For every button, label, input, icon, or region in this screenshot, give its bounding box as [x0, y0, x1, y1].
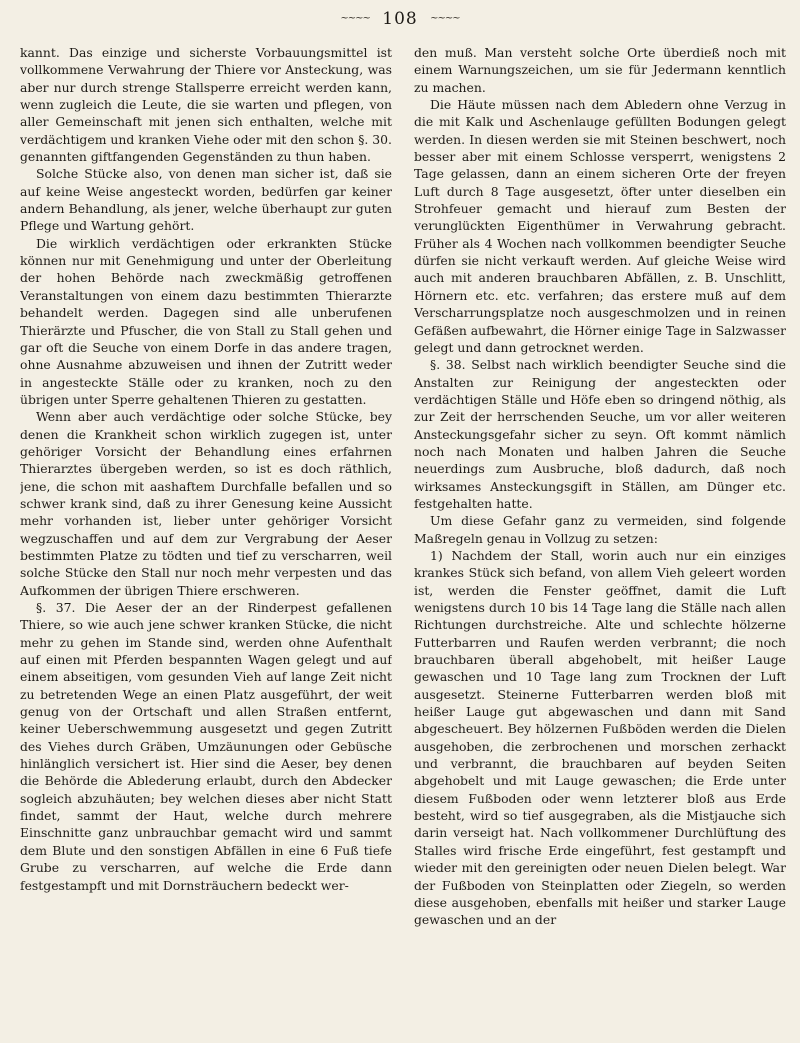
paragraph: Solche Stücke also, von denen man sicher ist, daß sie auf keine Weise angesteckt worden, bedürfen gar keiner andern Behandlung, als jener, welche überhaupt zur guten Pflege und Wartung gehört.: [20, 166, 392, 234]
ornament-left-icon: ~~~~: [340, 13, 370, 24]
paragraph: Um diese Gefahr ganz zu vermeiden, sind folgende Maßregeln genau in Vollzug zu setzen:: [414, 513, 786, 546]
paragraph: Die wirklich verdächtigen oder erkrankten Stücke können nur mit Genehmigung und unter der Oberleitung der hohen Behörde nach zweckmäßig getroffenen Veranstaltungen von einem dazu bestimmten Thierarzte behandelt werden. Dagegen sind alle unberufenen Thierärzte und Pfuscher, die von Stall zu Stall gehen und gar oft die Seuche von einem Dorfe in das andere tragen, ohne Ausnahme abzuweisen und ihnen der Zutritt weder in angesteckte Ställe oder zu kranken, noch zu den übrigen unter Sperre gehaltenen Thieren zu gestatten.: [20, 235, 392, 407]
list-item: 1) Nachdem der Stall, worin auch nur ein einziges krankes Stück sich befand, von allem Vieh geleert worden ist, werden die Fenster geöffnet, damit die Luft wenigstens durch 10 bis 14 Tage lang die Ställe nach allen Richtungen durchstreiche. Alte und schlechte hölzerne Futterbarren und Raufen werden verbrannt; die noch brauchbaren überall abgehobelt, mit heißer Lauge gewaschen und 10 Tage lang zum Trocknen der Luft ausgesetzt. Steinerne Futterbarren werden bloß mit heißer Lauge gut abgewaschen und dann mit Sand abgescheuert. Bey hölzernen Fußböden werden die Dielen ausgehoben, die zerbrochenen und morschen zerhackt und verbrannt, die brauchbaren auf beyden Seiten abgehobelt und mit Lauge gewaschen; die Erde unter diesem Fußboden oder wenn letzterer bloß aus Erde besteht, wird so tief ausgegraben, als die Mistjauche sich darin verseigt hat. Nach vollkommener Durchlüftung des Stalles wird frische Erde eingeführt, fest gestampft und wieder mit den gereinigten oder neuen Dielen belegt. War der Fußboden von Steinplatten oder Ziegeln, so werden diese ausgehoben, ebenfalls mit heißer und starker Lauge gewaschen und an der: [414, 547, 786, 928]
page-header: [0, 8, 800, 34]
right-column: [414, 44, 786, 1034]
paragraph: kannt. Das einzige und sicherste Vorbauungsmittel ist vollkommene Verwahrung der Thiere vor Ansteckung, was aber nur durch strenge Stallsperre erreicht werden kann, wenn zugleich die Leute, die sie warten und pflegen, von aller Gemeinschaft mit jenen sich enthalten, welche mit verdächtigem und kranken Viehe oder mit den schon §. 30. genannten giftfangenden Gegenständen zu thun haben.: [20, 45, 392, 165]
ornament-right-icon: ~~~~: [430, 13, 460, 24]
paragraph-section-38: §. 38. Selbst nach wirklich beendigter Seuche sind die Anstalten zur Reinigung der angesteckten oder verdächtigen Ställe und Höfe eben so dringend nöthig, als zur Zeit der herrschenden Seuche, um vor aller weiteren Ansteckungsgefahr sicher zu seyn. Oft kommt nämlich noch nach Monaten und halben Jahren die Seuche neuerdings zum Ausbruche, bloß dadurch, daß noch wirksames Ansteckungsgift in Ställen, am Dünger etc. festgehalten hatte.: [414, 357, 786, 511]
paragraph-section-37: §. 37. Die Aeser der an der Rinderpest gefallenen Thiere, so wie auch jene schwer kranken Stücke, die nicht mehr zu gehen im Stande sind, werden ohne Aufenthalt auf einen mit Pferden bespannten Wagen gelegt und auf einem abseitigen, vom gesunden Vieh auf lange Zeit nicht zu betretenden Wege an einen Platz ausgeführt, der weit genug von der Ortschaft und allen Straßen entfernt, keiner Ueberschwemmung ausgesetzt und gegen Zutritt des Viehes durch Gräben, Umzäunungen oder Gebüsche hinlänglich versichert ist. Hier sind die Aeser, bey denen die Behörde die Ablederung erlaubt, durch den Abdecker sogleich abzuhäuten; bey welchen dieses aber nicht Statt findet, sammt der Haut, welche durch mehrere Einschnitte ganz unbrauchbar gemacht wird und sammt dem Blute und den sonstigen Abfällen in eine 6 Fuß tiefe Grube zu verscharren, auf welche die Erde dann festgestampft und mit Dornsträuchern bedeckt wer-: [20, 600, 392, 893]
paragraph: Wenn aber auch verdächtige oder solche Stücke, bey denen die Krankheit schon wirklich zugegen ist, unter gehöriger Vorsicht der Behandlung eines erfahrnen Thierarztes übergeben werden, so ist es doch räthlich, jene, die schon mit aashaftem Durchfalle befallen und so schwer krank sind, daß zu ihrer Genesung keine Aussicht mehr vorhanden ist, lieber unter gehöriger Vorsicht wegzuschaffen und auf dem zur Vergrabung der Aeser bestimmten Platze zu tödten und tief zu verscharren, weil solche Stücke den Stall nur noch mehr verpesten und das Aufkommen der übrigen Thiere erschweren.: [20, 409, 392, 598]
left-column: [20, 44, 392, 1034]
paragraph: den muß. Man versteht solche Orte überdieß noch mit einem Warnungszeichen, um sie für Jedermann kenntlich zu machen.: [414, 45, 786, 95]
page-number: 108: [382, 8, 418, 29]
paragraph: Die Häute müssen nach dem Abledern ohne Verzug in die mit Kalk und Aschenlauge gefüllten Bodungen gelegt werden. In diesen werden sie mit Steinen beschwert, noch besser aber mit einem Schlosse versperrt, wenigstens 2 Tage gelassen, dann an einem sicheren Orte der freyen Luft durch 8 Tage ausgesetzt, öfter unter dieselben ein Strohfeuer gemacht und hierauf zum Besten der verunglückten Eigenthümer in Verwahrung gebracht. Früher als 4 Wochen nach vollkommen beendigter Seuche dürfen sie nicht verkauft werden. Auf gleiche Weise wird auch mit anderen brauchbaren Abfällen, z. B. Unschlitt, Hörnern etc. etc. verfahren; das erstere muß auf dem Verscharrungsplatze noch ausgeschmolzen und in reinen Gefäßen aufbewahrt, die Hörner einige Tage in Salzwasser gelegt und dann getrocknet werden.: [414, 97, 786, 355]
